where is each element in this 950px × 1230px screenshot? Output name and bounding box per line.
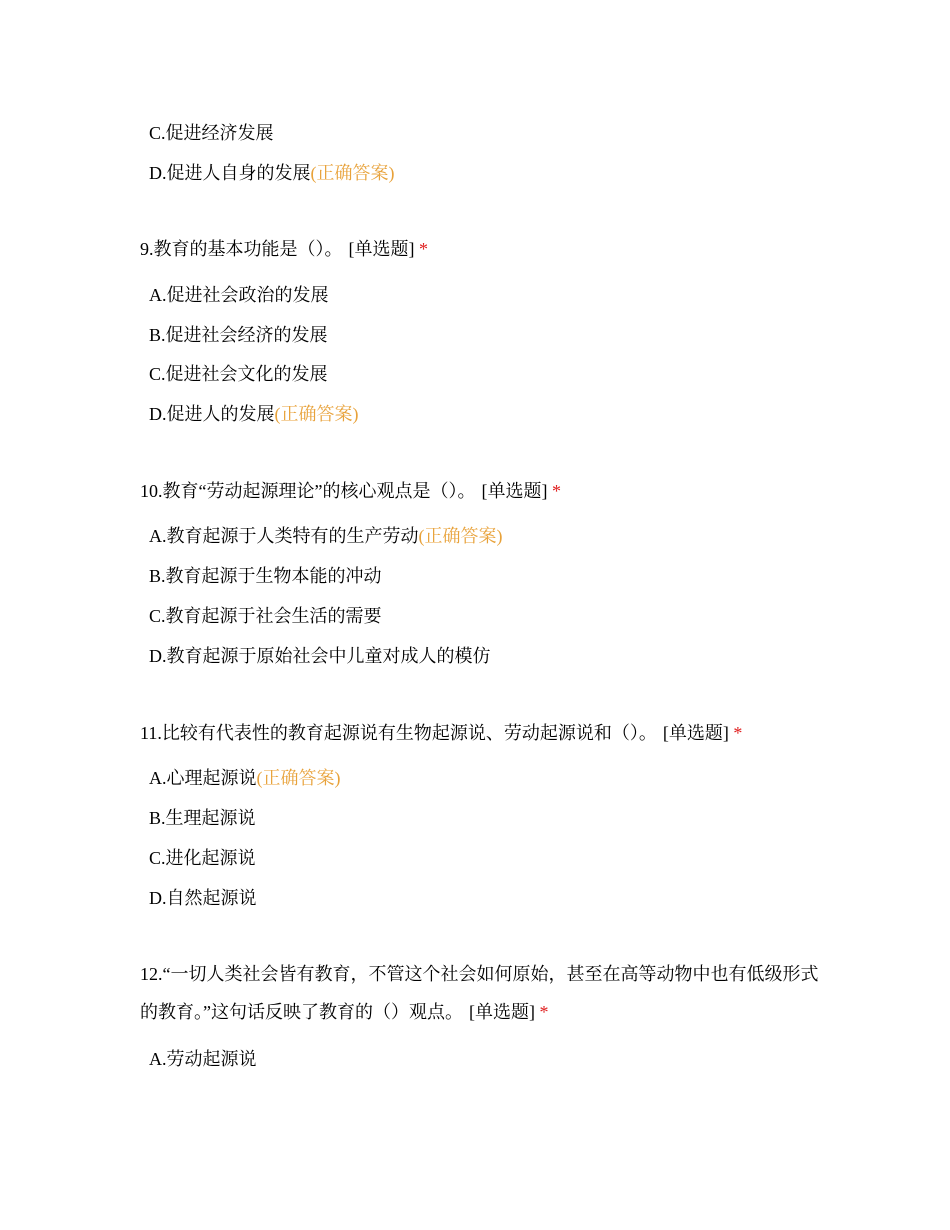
option-text: D.自然起源说 — [149, 888, 257, 908]
option-12-a — [149, 1047, 257, 1071]
option-11-d — [149, 886, 257, 910]
question-type: [单选题] — [469, 1002, 535, 1022]
option-11-b — [149, 806, 256, 830]
option-8-c — [149, 121, 274, 145]
question-type: [单选题] — [481, 481, 548, 501]
option-text: A.劳动起源说 — [149, 1049, 257, 1069]
option-text: C.进化起源说 — [149, 848, 256, 868]
option-9-d — [149, 402, 359, 426]
option-10-d — [149, 644, 491, 668]
question-11-stem — [140, 721, 742, 745]
option-9-a — [149, 283, 329, 307]
option-text: D.促进人自身的发展 — [149, 163, 311, 183]
required-marker: * — [419, 239, 428, 259]
option-10-a — [149, 524, 503, 548]
question-10-stem — [140, 479, 561, 503]
option-text: C.教育起源于社会生活的需要 — [149, 606, 382, 626]
option-text: B.促进社会经济的发展 — [149, 325, 328, 345]
option-11-a — [149, 766, 341, 790]
option-text: D.教育起源于原始社会中儿童对成人的模仿 — [149, 646, 491, 666]
option-9-b — [149, 323, 328, 347]
option-10-b — [149, 564, 382, 588]
option-11-c — [149, 846, 256, 870]
correct-answer-mark: (正确答案) — [274, 404, 359, 424]
required-marker: * — [733, 723, 743, 743]
required-marker: * — [539, 1002, 549, 1022]
question-text: 10.教育“劳动起源理论”的核心观点是（）。 — [140, 481, 476, 501]
option-8-d — [149, 161, 395, 185]
option-10-c — [149, 604, 382, 628]
question-type: [单选题] — [662, 723, 729, 743]
option-text: B.教育起源于生物本能的冲动 — [149, 566, 382, 586]
correct-answer-mark: (正确答案) — [310, 163, 395, 183]
option-text: A.心理起源说 — [149, 768, 257, 788]
option-text: D.促进人的发展 — [149, 404, 275, 424]
correct-answer-mark: (正确答案) — [418, 526, 503, 546]
question-9-stem — [140, 237, 428, 261]
question-type: [单选题] — [348, 239, 415, 259]
required-marker: * — [551, 481, 561, 501]
option-text: A.促进社会政治的发展 — [149, 285, 329, 305]
question-text: 9.教育的基本功能是（）。 — [140, 239, 343, 259]
correct-answer-mark: (正确答案) — [256, 768, 341, 788]
question-text: 12.“一切人类社会皆有教育，不管这个社会如何原始，甚至在高等动物中也有低级形式的教育。”这句话反映了教育的（）观点。 — [140, 964, 819, 1022]
option-text: C.促进社会文化的发展 — [149, 364, 328, 384]
question-text: 11.比较有代表性的教育起源说有生物起源说、劳动起源说和（）。 — [140, 723, 657, 743]
question-12-stem — [140, 955, 820, 1031]
option-text: A.教育起源于人类特有的生产劳动 — [149, 526, 419, 546]
option-9-c — [149, 362, 328, 386]
option-text: B.生理起源说 — [149, 808, 256, 828]
option-text: C.促进经济发展 — [149, 123, 274, 143]
